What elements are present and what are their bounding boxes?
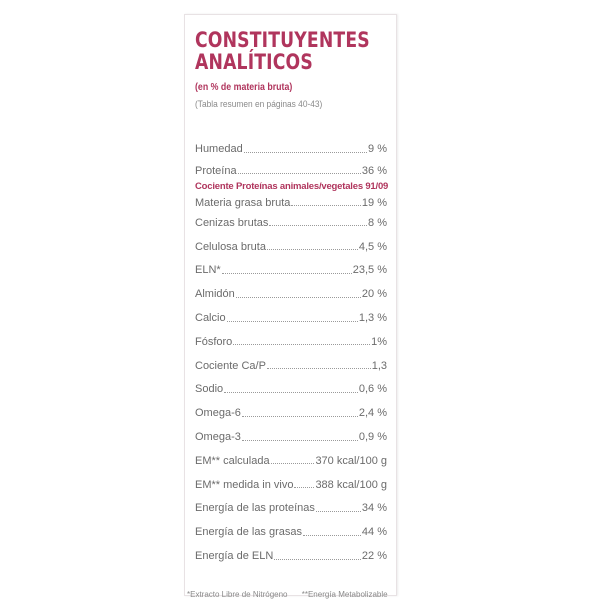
row-humedad [195, 139, 387, 159]
footnote-em: **Energía Metabolizable [301, 590, 388, 599]
panel-subtitle: (en % de materia bruta) [195, 82, 293, 93]
row-almidon [195, 282, 387, 306]
dot-leader [222, 265, 352, 274]
row-omega-6 [195, 401, 387, 425]
row-label: Omega-3 [195, 431, 241, 444]
dot-leader [242, 408, 358, 417]
dot-leader [233, 336, 370, 345]
row-value: 22 % [361, 550, 387, 563]
dot-leader [238, 165, 361, 174]
dot-leader [267, 241, 358, 250]
row-value: 20 % [361, 288, 387, 301]
row-label: Omega-6 [195, 407, 241, 420]
row-value: 19 % [361, 196, 387, 209]
row-value: 34 % [361, 502, 387, 515]
row-energia-eln [195, 544, 387, 568]
dot-leader [303, 527, 361, 536]
row-label: Celulosa bruta [195, 240, 266, 253]
analytical-constituents-panel [184, 14, 397, 599]
row-label: Materia grasa bruta [195, 196, 291, 209]
row-value: 388 kcal/100 g [315, 478, 387, 491]
panel-note: (Tabla resumen en páginas 40-43) [195, 99, 323, 110]
row-energia-grasas [195, 520, 387, 544]
row-fosforo [195, 330, 387, 354]
row-value: 23,5 % [352, 264, 387, 277]
footnote [187, 590, 400, 599]
dot-leader [227, 313, 358, 322]
row-value: 9 % [368, 143, 387, 155]
constituents-list [195, 139, 387, 568]
title-line-1: CONSTITUYENTES [195, 28, 370, 52]
row-em-calculada [195, 449, 387, 473]
row-energia-proteinas [195, 497, 387, 521]
row-calcio [195, 306, 387, 330]
dot-leader [244, 144, 367, 153]
row-protein-ratio [195, 178, 387, 194]
row-label: Energía de las proteínas [195, 502, 315, 515]
row-cenizas [195, 211, 387, 235]
row-label: Cociente Proteínas animales/vegetales 91/09 [195, 180, 389, 192]
row-label: Sodio [195, 383, 224, 396]
row-value: 8 % [368, 216, 387, 229]
row-value: 1,3 [371, 359, 387, 372]
row-value: 1% [371, 335, 387, 348]
dot-leader [271, 455, 315, 464]
row-label: Proteína [195, 164, 237, 177]
dot-leader [316, 503, 361, 512]
panel-title [195, 29, 370, 73]
row-label: EM** medida in vivo [195, 478, 294, 491]
title-line-2: ANALÍTICOS [195, 50, 313, 74]
footnote-eln: *Extracto Libre de Nitrógeno [187, 590, 288, 599]
row-label: ELN* [195, 264, 221, 277]
row-value: 0,9 % [358, 431, 387, 444]
row-proteina [195, 163, 387, 178]
row-label: Calcio [195, 312, 226, 325]
row-label: Energía de ELN [195, 550, 274, 563]
row-celulosa [195, 235, 387, 259]
row-value: 370 kcal/100 g [315, 454, 387, 467]
row-value: 4,5 % [358, 240, 387, 253]
row-value: 1,3 % [358, 312, 387, 325]
row-label: Cenizas brutas [195, 216, 269, 229]
row-value: 44 % [361, 526, 387, 539]
row-label: Energía de las grasas [195, 526, 303, 539]
row-value: 36 % [361, 164, 387, 177]
dot-leader [274, 551, 361, 560]
dot-leader [224, 384, 358, 393]
row-materia-grasa [195, 194, 387, 211]
row-em-medida [195, 473, 387, 497]
row-label: Humedad [195, 143, 243, 155]
dot-leader [294, 479, 314, 488]
row-label: Almidón [195, 288, 235, 301]
dot-leader [267, 360, 371, 369]
row-eln [195, 259, 387, 283]
dot-leader [236, 289, 361, 298]
row-label: Cociente Ca/P [195, 359, 266, 372]
row-value: 2,4 % [358, 407, 387, 420]
dot-leader [242, 432, 358, 441]
row-cociente-ca-p [195, 354, 387, 378]
row-label: EM** calculada [195, 454, 270, 467]
dot-leader [291, 197, 361, 206]
row-sodio [195, 378, 387, 402]
row-omega-3 [195, 425, 387, 449]
row-value: 0,6 % [358, 383, 387, 396]
dot-leader [269, 217, 367, 226]
row-label: Fósforo [195, 335, 233, 348]
